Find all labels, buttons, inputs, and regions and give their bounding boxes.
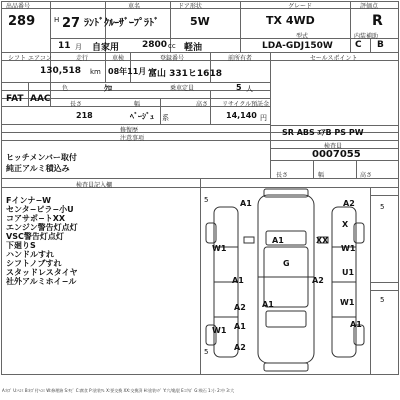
remark-3: コアサポ−トXX: [6, 214, 66, 223]
damage-mark: A1: [272, 236, 284, 245]
mileage: 130,518: [40, 66, 81, 76]
plate-label: 登録番号: [160, 55, 185, 62]
remark-5: VSC警告灯点灯: [6, 232, 64, 241]
inspection-label: 車検: [112, 55, 125, 62]
seats-unit: 人: [246, 85, 253, 93]
tire-depth: 5: [380, 296, 385, 304]
overall-score: R: [372, 13, 383, 29]
prev-owner-label: 前所有者: [228, 55, 253, 62]
inspector-notes-label: 検査員記入欄: [76, 182, 113, 189]
car-name: ﾗﾝﾄﾞｸﾙｰｻﾞｰﾌﾟﾗﾄﾞ: [84, 18, 159, 29]
damage-mark: U1: [342, 268, 355, 277]
seats-label: 乗車定員: [170, 85, 195, 92]
remark-4: エンジン警告灯点灯: [6, 223, 78, 232]
recycle-fee: 14,140: [226, 111, 257, 120]
damage-mark: X: [342, 220, 349, 229]
notes-label: 注意事項: [120, 135, 145, 142]
aircon-label: エアコン: [28, 55, 52, 62]
history-label: 修復歴: [120, 127, 139, 134]
remark-2: センタ−ピラ−小U: [6, 205, 74, 214]
plate-number: 富山 331ヒ1618: [148, 69, 222, 79]
damage-mark: W1: [212, 326, 227, 335]
mileage-label: 走行: [76, 55, 89, 62]
displacement: 2800: [142, 40, 168, 50]
aircon-type: AAC: [30, 94, 51, 104]
damage-mark: XX: [316, 236, 329, 245]
inspector-number: 0007055: [312, 149, 361, 160]
recycle-unit: 円: [260, 114, 267, 122]
car-damage-diagram: [200, 187, 370, 375]
color-label: 色: [62, 85, 69, 92]
fuel-type: 軽油: [184, 43, 203, 53]
damage-mark: A1: [232, 276, 244, 285]
displacement-unit: cc: [168, 42, 176, 50]
shift-type: FAT: [6, 94, 24, 104]
inspection-date: 08年11月: [108, 67, 147, 76]
damage-mark: G: [283, 259, 290, 268]
note-line-2: 純正アルミ積込み: [6, 164, 70, 173]
tire-depth: 5: [204, 196, 209, 204]
body-color: ｸﾛ: [104, 84, 112, 93]
grade-label: グレード: [288, 3, 313, 10]
model-code-label: 型式: [296, 33, 309, 40]
score-label: 評価点: [360, 3, 379, 10]
width-label: 幅: [134, 101, 141, 108]
damage-mark: A2: [312, 276, 324, 285]
damage-mark: A1: [262, 300, 274, 309]
lot-number: 289: [8, 14, 36, 29]
wear-label-2: 幅: [318, 172, 325, 179]
exterior-score: B: [377, 40, 384, 50]
remark-9: スタッドレスタイヤ: [6, 268, 78, 277]
remark-6: 下廻りS: [6, 241, 36, 250]
tire-depth: 5: [204, 348, 209, 356]
damage-mark: A1: [234, 322, 246, 331]
sales-point-label: セールスポイント: [310, 55, 358, 62]
damage-mark: A2: [234, 343, 246, 352]
damage-mark: A1: [350, 320, 362, 329]
registration-month: 11: [58, 41, 71, 51]
remark-8: シフトノブすれ: [6, 259, 62, 268]
equipment-list: SR ABS ｴｱB PS PW: [282, 128, 364, 137]
usage-type: 自家用: [92, 43, 120, 53]
damage-mark: W1: [341, 244, 356, 253]
trim-suffix: 系: [162, 114, 169, 122]
inspector-label: 検査員: [324, 143, 343, 150]
tire-depth: 5: [380, 203, 385, 211]
interior-score: C: [355, 40, 362, 50]
remark-1: Fインナ−W: [6, 196, 51, 205]
doors-label: ドア形状: [178, 3, 202, 10]
wear-label-1: 長さ: [276, 172, 289, 179]
shift-label: シフト: [8, 55, 27, 62]
lot-no-label: 出品番号: [6, 3, 31, 10]
trim-color: ﾍﾞｰｼﾞｭ: [130, 112, 154, 121]
wear-label-3: 高さ: [360, 172, 373, 179]
length-label: 長さ: [70, 101, 83, 108]
length-value: 218: [76, 111, 93, 120]
damage-mark: W1: [340, 298, 355, 307]
door-type: 5W: [190, 15, 210, 28]
damage-mark: W1: [212, 244, 227, 253]
seats: 5: [236, 83, 242, 92]
note-line-1: ヒッチメンバー取付: [6, 153, 77, 162]
model-code: LDA-GDJ150W: [262, 41, 333, 51]
damage-mark: A1: [240, 199, 252, 208]
car-name-label: 車名: [128, 3, 141, 10]
remark-10: 社外アルミホイ−ル: [6, 277, 77, 286]
recycle-label: リサイクル預託金: [222, 101, 270, 108]
month-unit: 月: [75, 43, 82, 51]
damage-mark: A2: [343, 199, 355, 208]
model-year: 27: [62, 16, 81, 31]
grade: TX 4WD: [266, 14, 315, 27]
interior-label: 内装補助: [354, 33, 379, 40]
mileage-unit: km: [90, 68, 101, 76]
damage-legend: A:ｷｽﾞ U:ﾍｺﾐ B:ｷｽﾞ付ﾍｺﾐ W:修理跡 S:ｻﾋﾞ C:腐食 P:塗装ﾜﾚ X:要交換 XX:交換済 H:塗装ﾊｹﾞ Y:穴/亀裂 E:ｴｸﾎﾞ G:飛石 1:小 2:中 3:大: [2, 388, 235, 393]
damage-mark: A2: [234, 303, 246, 312]
height-label: 高さ: [196, 101, 209, 108]
era: H: [54, 16, 60, 24]
remark-7: ハンドルすれ: [6, 250, 54, 259]
